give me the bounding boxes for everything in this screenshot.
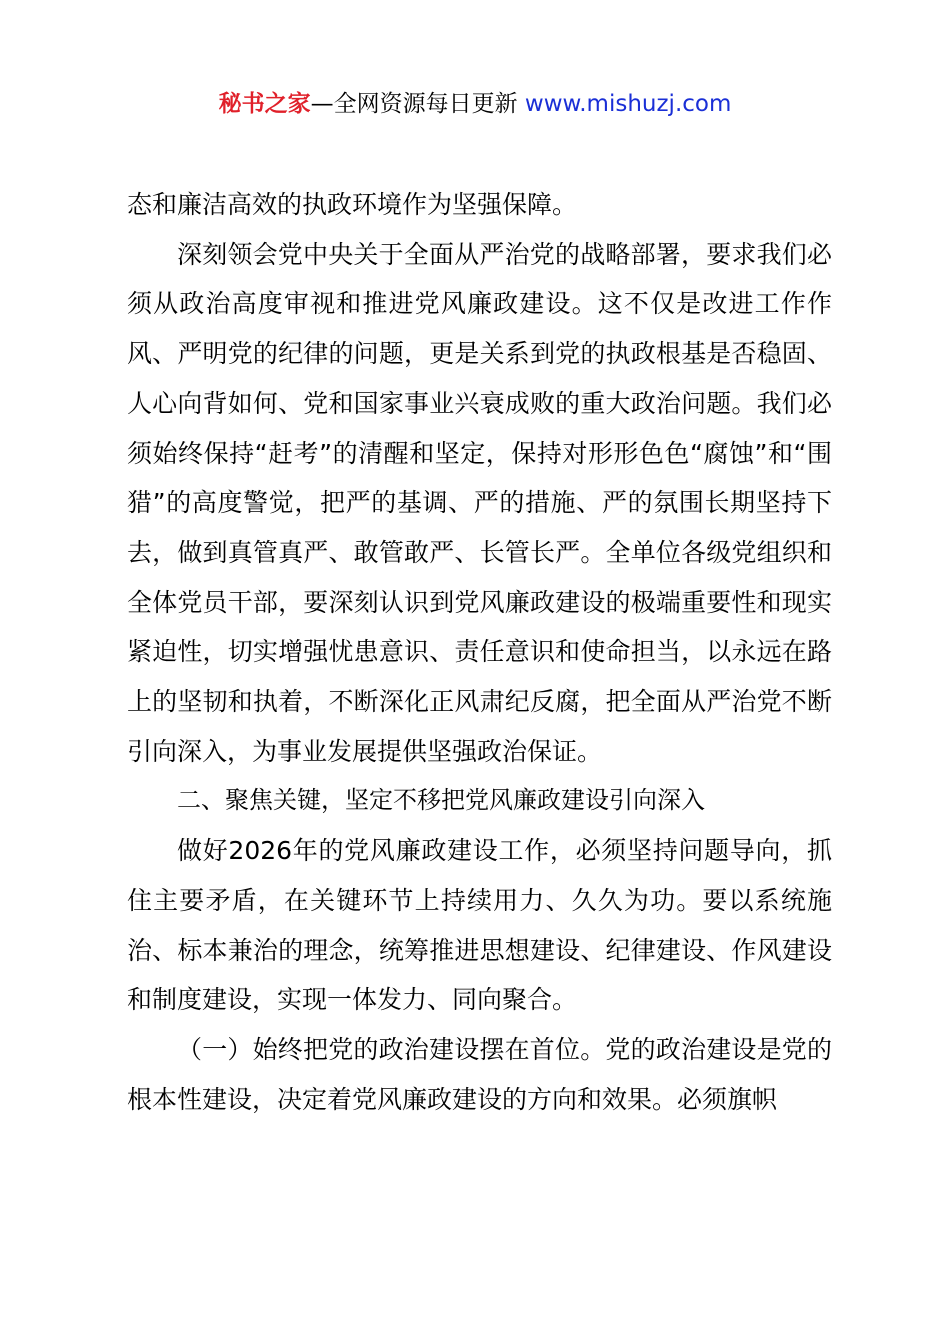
section-heading: 二、聚焦关键，坚定不移把党风廉政建设引向深入: [177, 786, 705, 815]
document-body: [127, 180, 832, 1124]
header-tagline: 全网资源每日更新: [333, 91, 518, 117]
paragraph-continued: 态和廉洁高效的执政环境作为坚强保障。: [127, 190, 578, 219]
brand-name: 秘书之家: [218, 91, 311, 117]
page-header: [0, 88, 950, 120]
header-url-link[interactable]: www.mishuzj.com: [524, 91, 732, 117]
paragraph: 深刻领会党中央关于全面从严治党的战略部署，要求我们必须从政治高度审视和推进党风廉政建设。这不仅是改进工作作风、严明党的纪律的问题，更是关系到党的执政根基是否稳固、人心向背如何、党和国家事业兴衰成败的重大政治问题。我们必须始终保持“赶考”的清醒和坚定，保持对形形色色“腐蚀”和“围猎”的高度警觉，把严的基调、严的措施、严的氛围长期坚持下去，做到真管真严、敢管敢严、长管长严。全单位各级党组织和全体党员干部，要深刻认识到党风廉政建设的极端重要性和现实紧迫性，切实增强忧患意识、责任意识和使命担当，以永远在路上的坚韧和执着，不断深化正风肃纪反腐，把全面从严治党不断引向深入，为事业发展提供坚强政治保证。: [127, 239, 832, 766]
header-separator: —: [310, 91, 334, 117]
paragraph: （一）始终把党的政治建设摆在首位。党的政治建设是党的根本性建设，决定着党风廉政建设的方向和效果。必须旗帜: [127, 1034, 832, 1114]
paragraph: 做好2026年的党风廉政建设工作，必须坚持问题导向，抓住主要矛盾，在关键环节上持续用力、久久为功。要以系统施治、标本兼治的理念，统筹推进思想建设、纪律建设、作风建设和制度建设，实现一体发力、同向聚合。: [127, 836, 832, 1015]
